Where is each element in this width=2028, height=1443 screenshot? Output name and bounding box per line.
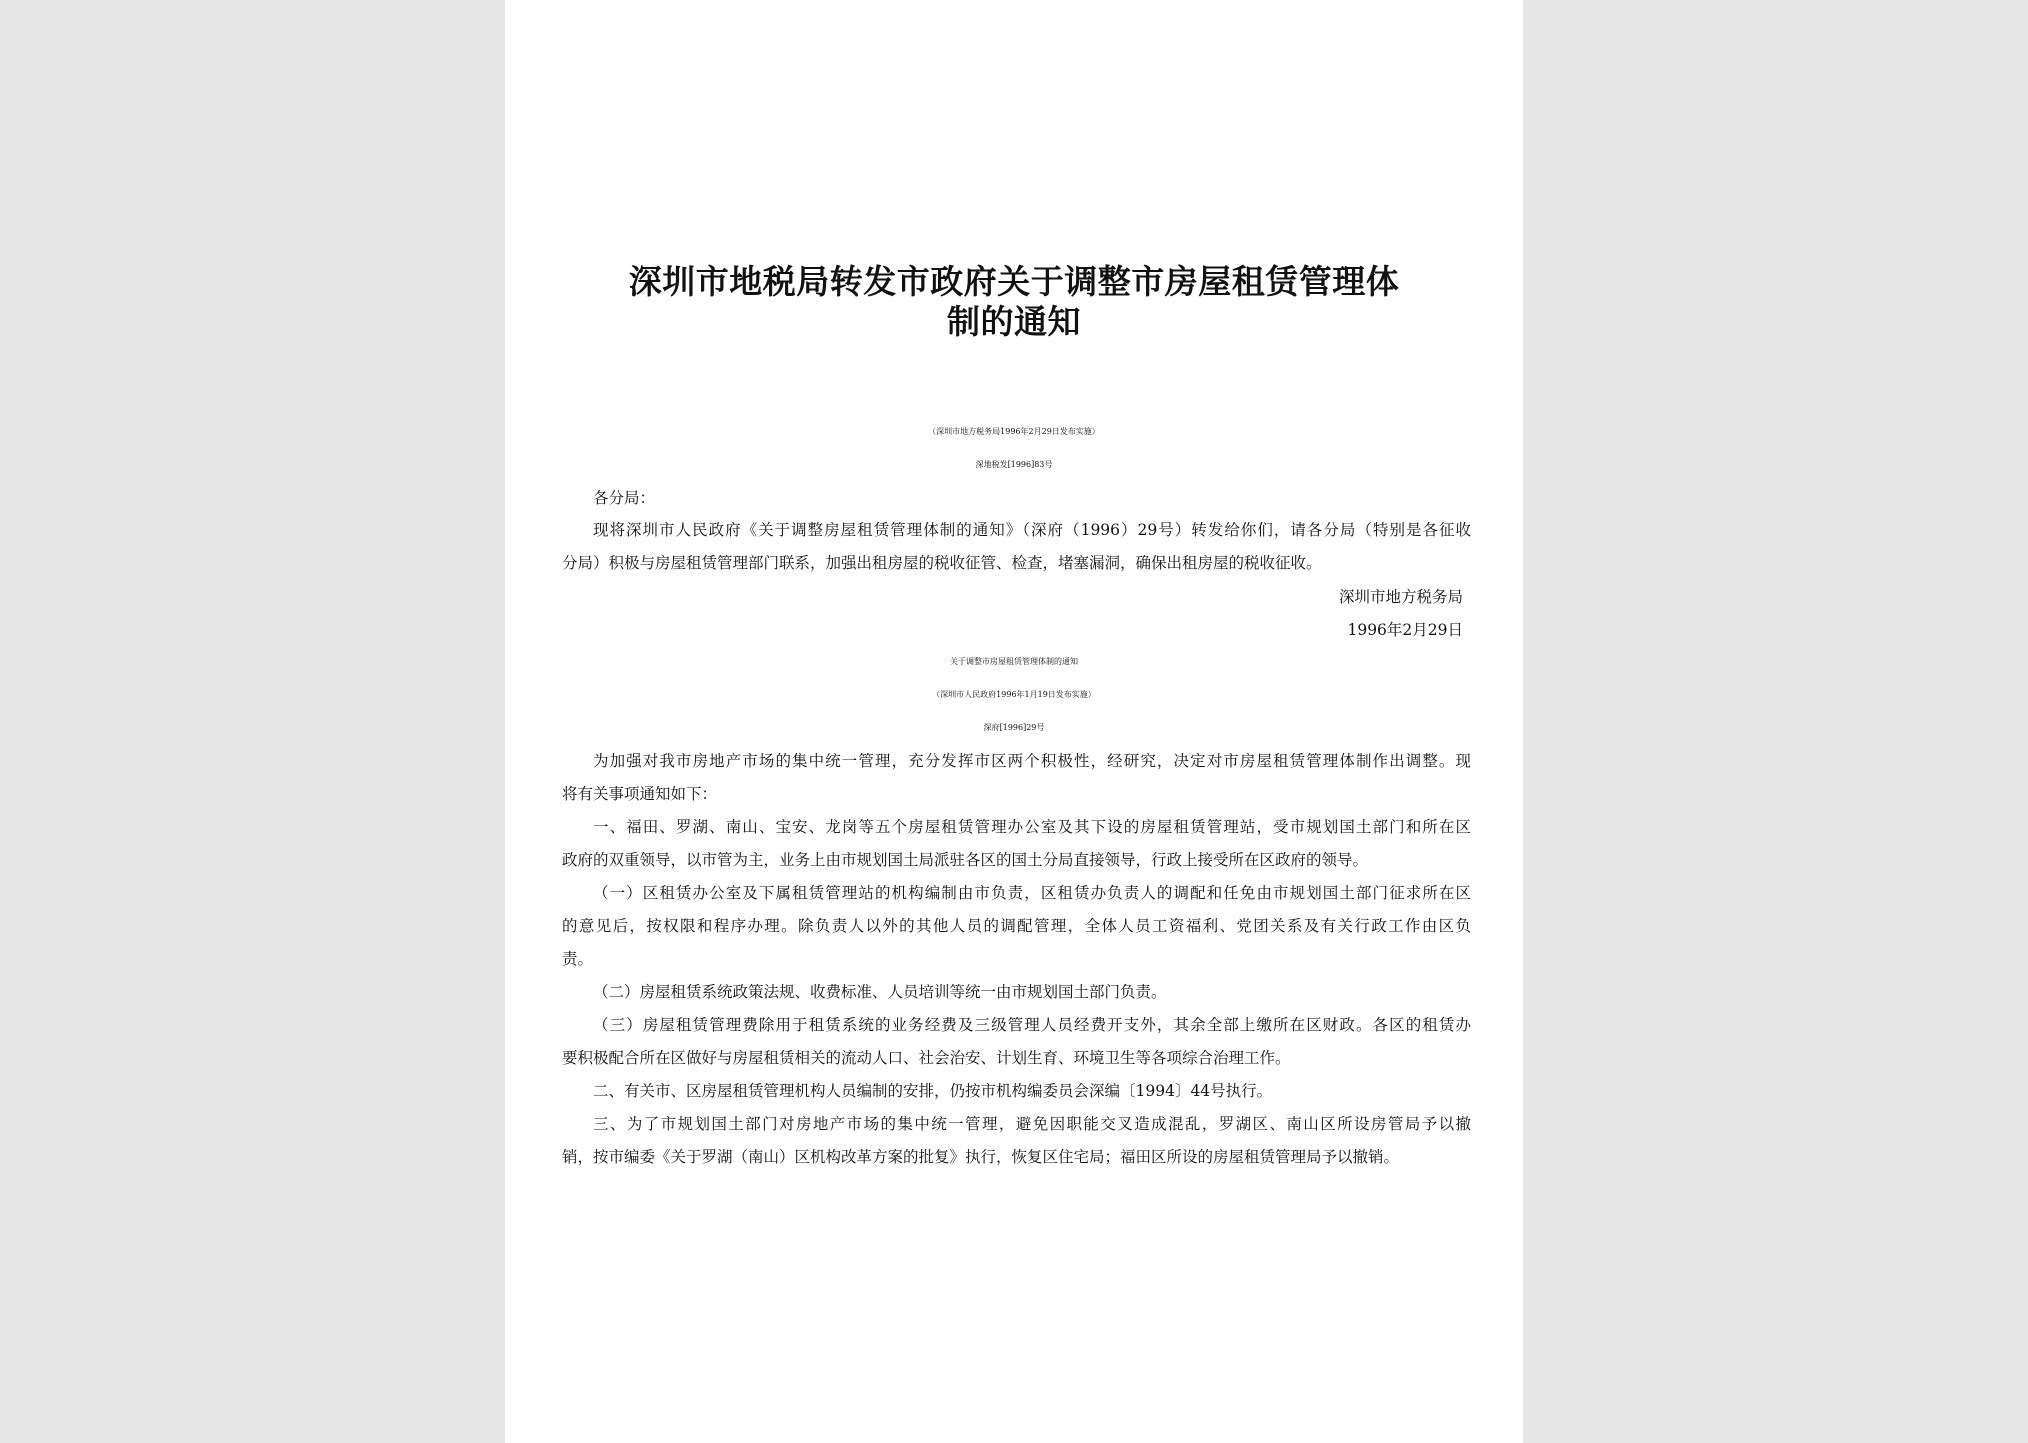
paragraph-4: （二）房屋租赁系统政策法规、收费标准、人员培训等统一由市规划国土部门负责。	[593, 983, 1167, 1001]
paragraph-2-line-1: 一、福田、罗湖、南山、宝安、龙岗等五个房屋租赁管理办公室及其下设的房屋租赁管理站，受市规划国土部门和所在区	[593, 818, 1471, 836]
intro-line-2: 分局）积极与房屋租赁管理部门联系，加强出租房屋的税收征管、检查，堵塞漏洞，确保出租房屋的税收征收。	[562, 554, 1322, 572]
paragraph-7-line-2: 销，按市编委《关于罗湖（南山）区机构改革方案的批复》执行，恢复区住宅局；福田区所设的房屋租赁管理局予以撤销。	[562, 1148, 1400, 1166]
document-page	[505, 0, 1523, 1443]
paragraph-6: 二、有关市、区房屋租赁管理机构人员编制的安排，仍按市机构编委员会深编〔1994〕44号执行。	[593, 1082, 1273, 1100]
paragraph-5-line-2: 要积极配合所在区做好与房屋租赁相关的流动人口、社会治安、计划生育、环境卫生等各项综合治理工作。	[562, 1049, 1291, 1067]
paragraph-1-line-2: 将有关事项通知如下：	[562, 785, 718, 803]
issuance-note: （深圳市地方税务局1996年2月29日发布实施）	[928, 427, 1100, 436]
signature-org: 深圳市地方税务局	[1338, 588, 1463, 606]
paragraph-2-line-2: 政府的双重领导，以市管为主，业务上由市规划国土局派驻各区的国土分局直接领导，行政上接受所在区政府的领导。	[562, 851, 1369, 869]
paragraph-5-line-1: （三）房屋租赁管理费除用于租赁系统的业务经费及三级管理人员经费开支外，其余全部上缴所在区财政。各区的租赁办	[593, 1016, 1471, 1034]
document-title	[595, 262, 1433, 342]
signature-date: 1996年2月29日	[1347, 621, 1463, 639]
paragraph-1-line-1: 为加强对我市房地产市场的集中统一管理，充分发挥市区两个积极性，经研究，决定对市房屋租赁管理体制作出调整。现	[593, 752, 1471, 770]
title-line-2: 制的通知	[947, 302, 1081, 341]
paragraph-3-line-1: （一）区租赁办公室及下属租赁管理站的机构编制由市负责，区租赁办负责人的调配和任免由市规划国土部门征求所在区	[593, 884, 1471, 902]
title-line-1: 深圳市地税局转发市政府关于调整市房屋租赁管理体	[628, 262, 1400, 301]
paragraph-3-line-2: 的意见后，按权限和程序办理。除负责人以外的其他人员的调配管理，全体人员工资福利、党团关系及有关行政工作由区负	[562, 917, 1471, 935]
intro-line-1: 现将深圳市人民政府《关于调整房屋租赁管理体制的通知》（深府（1996）29号）转发给你们，请各分局（特别是各征收	[593, 521, 1471, 539]
attachment-title: 关于调整市房屋租赁管理体制的通知	[950, 657, 1078, 666]
salutation: 各分局：	[593, 489, 656, 507]
document-number: 深地税发[1996]83号	[975, 460, 1053, 469]
attachment-document-number: 深府[1996]29号	[983, 723, 1045, 732]
paragraph-7-line-1: 三、为了市规划国土部门对房地产市场的集中统一管理，避免因职能交叉造成混乱，罗湖区、南山区所设房管局予以撤	[593, 1115, 1471, 1133]
paragraph-3-line-3: 责。	[562, 950, 594, 968]
attachment-issuance: （深圳市人民政府1996年1月19日发布实施）	[932, 690, 1096, 699]
